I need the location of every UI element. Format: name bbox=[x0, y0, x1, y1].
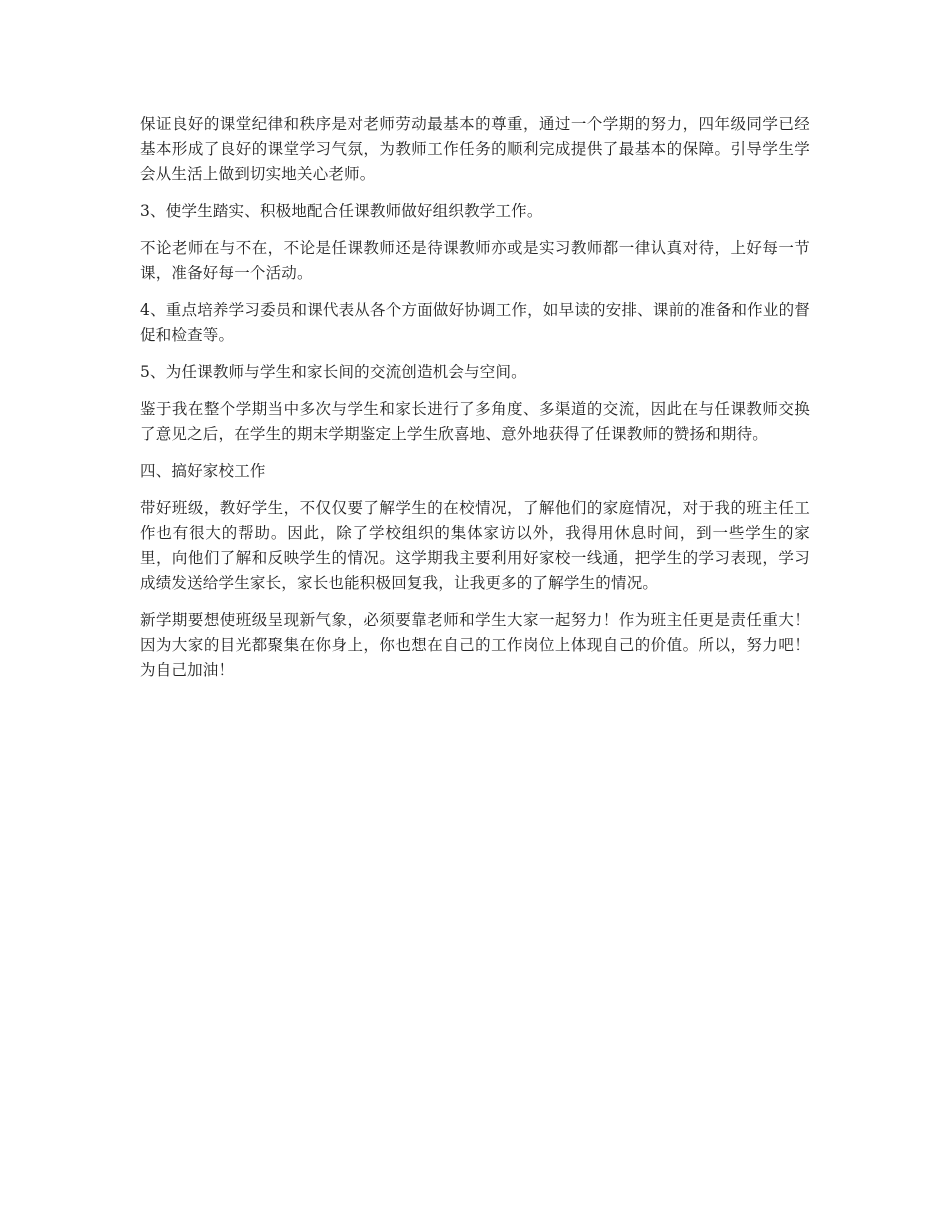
paragraph-conclusion: 新学期要想使班级呈现新气象，必须要靠老师和学生大家一起努力！作为班主任更是责任重大！因为大家的目光都聚集在你身上，你也想在自己的工作岗位上体现自己的价值。所以，努力吧！为自己加油！ bbox=[140, 611, 810, 679]
paragraph-home-visits: 带好班级，教好学生，不仅仅要了解学生的在校情况，了解他们的家庭情况，对于我的班主任工作也有很大的帮助。因此，除了学校组织的集体家访以外，我得用休息时间，到一些学生的家里，向他们了解和反映学生的情况。这学期我主要利用好家校一线通，把学生的学习表现，学习成绩发送给学生家长，家长也能积极回复我，让我更多的了解学生的情况。 bbox=[140, 499, 810, 592]
document-page bbox=[140, 112, 810, 695]
section-heading-home-school: 四、搞好家校工作 bbox=[140, 462, 266, 480]
paragraph-classroom-discipline: 保证良好的课堂纪律和秩序是对老师劳动最基本的尊重，通过一个学期的努力，四年级同学已经基本形成了良好的课堂学习气氛，为教师工作任务的顺利完成提供了最基本的保障。引导学生学会从生活上做到切实地关心老师。 bbox=[140, 115, 810, 183]
list-item-3: 3、使学生踏实、积极地配合任课教师做好组织教学工作。 bbox=[140, 202, 543, 220]
list-item-4: 4、重点培养学习委员和课代表从各个方面做好协调工作，如早读的安排、课前的准备和作业的督促和检查等。 bbox=[140, 301, 810, 344]
list-item-5: 5、为任课教师与学生和家长间的交流创造机会与空间。 bbox=[140, 363, 527, 381]
paragraph-parent-communication: 鉴于我在整个学期当中多次与学生和家长进行了多角度、多渠道的交流，因此在与任课教师交换了意见之后，在学生的期末学期鉴定上学生欣喜地、意外地获得了任课教师的赞扬和期待。 bbox=[140, 400, 810, 443]
paragraph-teacher-attitude: 不论老师在与不在，不论是任课教师还是待课教师亦或是实习教师都一律认真对待，上好每一节课，准备好每一个活动。 bbox=[140, 239, 810, 282]
